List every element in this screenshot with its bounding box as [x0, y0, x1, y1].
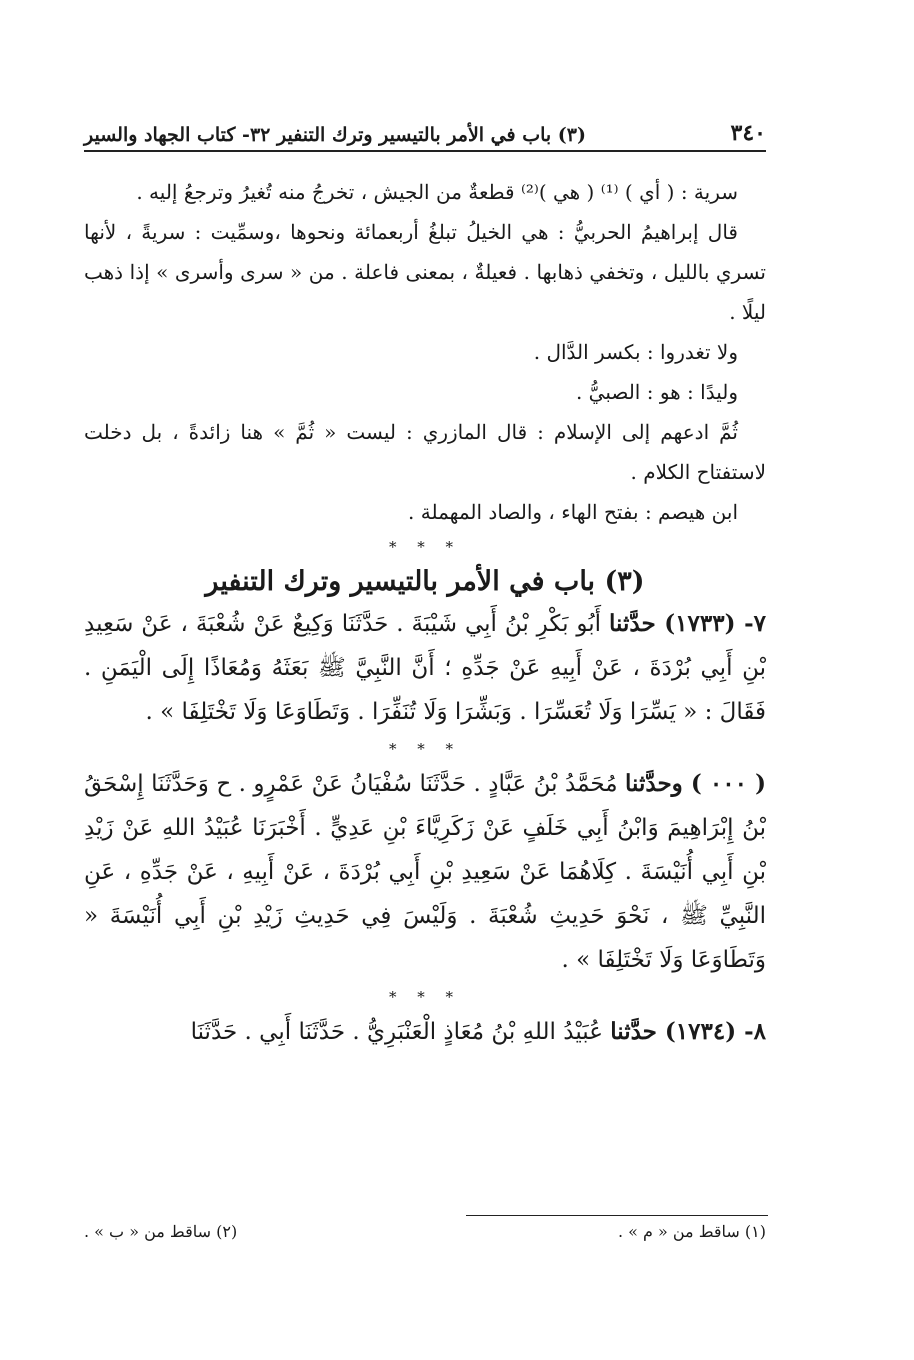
hadith-body: مُحَمَّدُ بْنُ عَبَّادٍ . حَدَّثَنَا سُفْيَانُ عَنْ عَمْرٍو . ح وَحَدَّثَنَا إِسْحَقُ بْنُ إِبْرَاهِيمَ وَابْنُ أَبِي خَلَفٍ عَنْ زَكَرِيَّاءَ بْنِ عَدِيٍّ . أَخْبَرَنَا عُبَيْدُ اللهِ عَنْ زَيْدِ بْنِ أَبِي أُنَيْسَةَ . كِلَاهُمَا عَنْ سَعِيدِ بْنِ أَبِي بُرْدَةَ ، عَنْ أَبِيهِ ، عَنْ جَدِّهِ ، عَنِ النَّبِيِّ ﷺ ، نَحْوَ حَدِيثِ شُعْبَةَ . وَلَيْسَ فِي حَدِيثِ زَيْدِ بْنِ أَبِي أُنَيْسَةَ « وَتَطَاوَعَا وَلَا تَخْتَلِفَا » . [84, 771, 766, 973]
hadith-text [84, 602, 766, 734]
commentary-paragraph: ولا تغدروا : بكسر الدَّال . [533, 340, 738, 364]
section-separator: * * * [388, 538, 462, 556]
running-title: (٣) باب في الأمر بالتيسير وترك التنفير ٣٢- كتاب الجهاد والسير [84, 124, 586, 146]
page-body [84, 172, 766, 1054]
footnote-1: (١) ساقط من « م » . [617, 1222, 766, 1241]
commentary-paragraph: قال إبراهيمُ الحربيُّ : هي الخيلُ تبلغُ أربعمائة ونحوها ،وسمِّيت : سريةً ، لأنها تسري بالليل ، وتخفي ذهابها . فعيلةٌ ، بمعنى فاعلة . من « سرى وأسرى » إذا ذهب ليلًا . [84, 220, 766, 324]
section-separator: * * * [388, 988, 462, 1006]
commentary-paragraph: وليدًا : هو : الصبيُّ . [575, 380, 738, 404]
hadith-1734 [84, 1010, 766, 1054]
hadith-body: أَبُو بَكْرِ بْنُ أَبِي شَيْبَةَ . حَدَّثَنَا وَكِيعٌ عَنْ شُعْبَةَ ، عَنْ سَعِيدِ بْنِ أَبِي بُرْدَةَ ، عَنْ أَبِيهِ عَنْ جَدِّهِ ؛ أَنَّ النَّبِيَّ ﷺ بَعَثَهُ وَمُعَاذًا إِلَى الْيَمَنِ . فَقَالَ : « يَسِّرَا وَلَا تُعَسِّرَا . وَبَشِّرَا وَلَا تُنَفِّرَا . وَتَطَاوَعَا وَلَا تَخْتَلِفَا » . [84, 611, 766, 725]
hadith-lead: ٨- (١٧٣٤) حدَّثنا [610, 1018, 766, 1045]
hadith-text [84, 1010, 766, 1054]
running-header [84, 112, 766, 152]
footnote-2: (٢) ساقط من « ب » . [84, 1222, 238, 1241]
section-separator: * * * [388, 740, 462, 758]
commentary-section [84, 172, 766, 532]
footnote-divider [466, 1215, 768, 1216]
hadith-lead: ٧- (١٧٣٣) حدَّثنا [609, 610, 767, 637]
hadith-body: عُبَيْدُ اللهِ بْنُ مُعَاذٍ الْعَنْبَرِيُّ . حَدَّثَنَا أَبِي . حَدَّثَنَا [190, 1019, 603, 1045]
hadith-lead: ( ٠٠٠ ) وحدَّثنا [625, 770, 767, 797]
commentary-paragraph: ثُمَّ ادعهم إلى الإسلام : قال المازري : ليست « ثُمَّ » هنا زائدةً ، بل دخلت لاستفتاح الكلام . [84, 420, 766, 484]
hadith-000 [84, 762, 766, 982]
hadith-1733 [84, 602, 766, 734]
commentary-paragraph: ابن هيصم : بفتح الهاء ، والصاد المهملة . [408, 500, 738, 524]
footnotes [84, 1222, 766, 1241]
page-number: ٣٤٠ [730, 120, 766, 146]
hadith-text [84, 762, 766, 982]
chapter-heading: (٣) باب في الأمر بالتيسير وترك التنفير [205, 566, 645, 597]
commentary-paragraph: سرية : ( أي ) ⁽¹⁾ ( هي )⁽²⁾ قطعةٌ من الجيش ، تخرجُ منه تُغيرُ وترجعُ إليه . [136, 180, 738, 204]
